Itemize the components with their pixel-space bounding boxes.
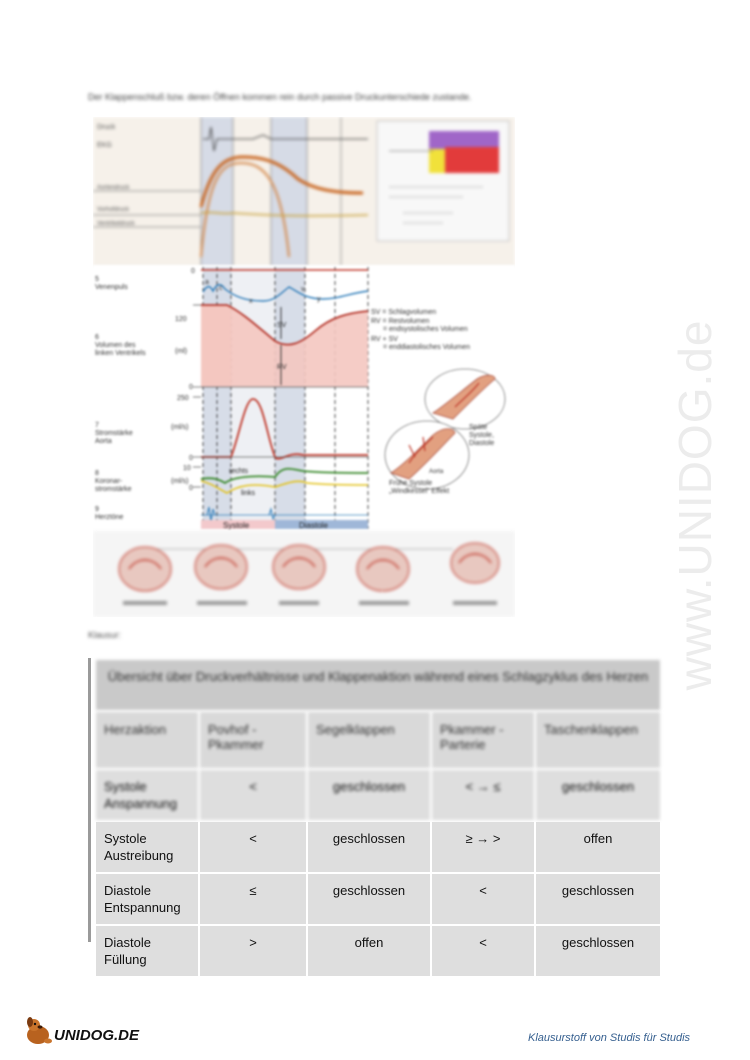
cell-taschenklappen: geschlossen [535, 769, 661, 821]
table-row [95, 873, 661, 925]
coronary-links-label: links [241, 490, 256, 497]
cell-taschenklappen: geschlossen [535, 873, 661, 925]
flow-tick-250: 250 [177, 395, 189, 402]
pressure-valve-table [94, 658, 662, 978]
cell-taschenklappen: offen [535, 821, 661, 873]
top-label-ventrikeldruck: Ventrikeldruck [97, 221, 135, 227]
cell-pkammer-parterie: < [431, 925, 535, 977]
legend-line-1: SV = Schlagvolumen [371, 309, 437, 316]
volume-unit: (ml) [175, 348, 188, 355]
heart-drawing-5 [451, 543, 499, 583]
volume-tick-0: 0 [189, 384, 193, 391]
top-label-vorhofdruck: Vorhofdruck [97, 207, 130, 213]
heart-drawing-4 [357, 547, 409, 591]
coronary-tick-0: 0 [189, 485, 193, 492]
heart-drawing-1 [119, 547, 171, 591]
table-title: Übersicht über Druckverhältnisse und Klappenaktion während eines Schlagzyklus des Herzen [95, 659, 661, 711]
cardiac-cycle-figure [93, 117, 515, 617]
dog-icon [27, 1017, 52, 1044]
cell-herzaktion: Systole Anspannung [95, 769, 199, 821]
header-herzaktion: Herzaktion [95, 711, 199, 769]
flow-unit: (ml/s) [171, 424, 189, 431]
header-taschenklappen: Taschenklappen [535, 711, 661, 769]
cell-povhof-pkammer: ≤ [199, 873, 307, 925]
wave-letter-x: x [249, 298, 253, 305]
cell-herzaktion: Diastole Entspannung [95, 873, 199, 925]
heart-drawing-3 [273, 545, 325, 589]
cell-povhof-pkammer: > [199, 925, 307, 977]
sv-label: SV [277, 322, 287, 329]
top-label-ekg: EKG [97, 142, 112, 149]
row-label-koronar: 8 Koronar-stromstärke [95, 470, 132, 494]
cell-segelklappen: offen [307, 925, 431, 977]
cell-pkammer-parterie: < → ≤ [431, 769, 535, 821]
row-label-stromstaerke: 7 Stromstärke Aorta [95, 422, 133, 446]
phase-diastole: Diastole [299, 521, 328, 530]
volume-tick-120: 120 [175, 316, 187, 323]
top-label-druck: Druck [97, 124, 116, 131]
wave-letter-y: y [317, 296, 321, 303]
cell-segelklappen: geschlossen [307, 821, 431, 873]
flow-tick-0: 0 [189, 455, 193, 462]
table-row [95, 769, 661, 821]
table-row [95, 821, 661, 873]
cell-pkammer-parterie: ≥ → > [431, 821, 535, 873]
legend-line-3: = endsystolisches Volumen [383, 326, 468, 333]
table-title-row [95, 659, 661, 711]
curves-panel [93, 265, 515, 530]
top-label-aortendruck: Aortendruck [97, 185, 130, 191]
header-pkammer-parterie: Pkammer - Parterie [431, 711, 535, 769]
legend-line-4: RV + SV [371, 336, 398, 343]
cell-herzaktion: Diastole Füllung [95, 925, 199, 977]
logo-text: UNIDOG.DE [54, 1027, 140, 1044]
coronary-rechts-label: rechts [229, 468, 249, 475]
cell-taschenklappen: geschlossen [535, 925, 661, 977]
pressure-panel [93, 117, 515, 267]
klausur-label: Klausur: [88, 630, 122, 640]
coronary-tick-10: 10 [183, 465, 191, 472]
cell-pkammer-parterie: < [431, 873, 535, 925]
coronary-unit: (ml/s) [171, 478, 189, 485]
unidog-logo [24, 1015, 154, 1049]
wave-letter-c: c [219, 285, 223, 292]
wave-letter-a: a [205, 279, 209, 286]
table-left-bar [88, 658, 91, 942]
venous-axis-zero: 0 [191, 268, 195, 275]
aorta-bottom-caption: Frühe Systole „Windkessel“ Effekt [389, 480, 450, 496]
legend-line-5: = enddiastolisches Volumen [383, 344, 470, 351]
footer-tagline: Klausurstoff von Studis für Studis [528, 1032, 691, 1044]
cell-povhof-pkammer: < [199, 821, 307, 873]
heart-drawing-2 [195, 545, 247, 589]
legend-line-2: RV = Restvolumen [371, 318, 430, 325]
heart-phase-drawings [93, 531, 515, 617]
table-header-row [95, 711, 661, 769]
intro-sentence: Der Klappenschluß bzw. deren Öffnen kommen rein durch passive Druckunterschiede zustande. [88, 92, 472, 102]
cell-povhof-pkammer: < [199, 769, 307, 821]
cell-segelklappen: geschlossen [307, 873, 431, 925]
rv-label: RV [277, 364, 287, 371]
row-label-venenpuls: 5 Venenpuls [95, 276, 128, 292]
cell-segelklappen: geschlossen [307, 769, 431, 821]
cell-herzaktion: Systole Austreibung [95, 821, 199, 873]
header-segelklappen: Segelklappen [307, 711, 431, 769]
header-povhof-pkammer: Povhof - Pkammer [199, 711, 307, 769]
table-row [95, 925, 661, 977]
row-label-herztoene: 9 Herztöne [95, 506, 124, 522]
wave-letter-v: v [301, 286, 305, 293]
aorta-label: Aorta [429, 469, 444, 475]
row-label-volumen: 6 Volumen des linken Ventrikels [95, 334, 146, 358]
aorta-top-caption: Späte Systole, Diastole [469, 424, 495, 448]
phase-systole: Systole [223, 521, 250, 530]
watermark-text: www.UNIDOG.de [669, 319, 721, 691]
